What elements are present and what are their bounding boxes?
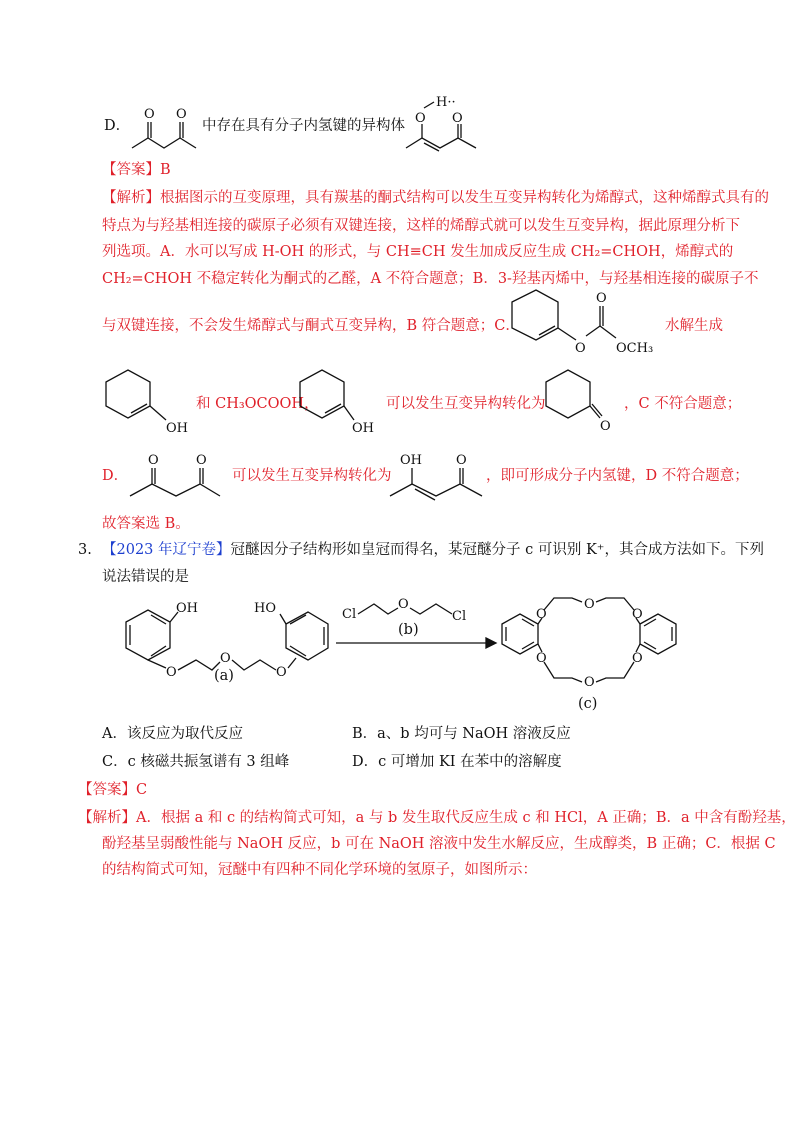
analysis-3-line-3: 的结构简式可知，冠醚中有四种不同化学环境的氢原子，如图所示：	[102, 862, 537, 878]
analysis-1-line-6a: 和 CH₃OCOOH，	[196, 396, 319, 412]
ether-oxygen-label: O	[166, 665, 177, 680]
hydroxyl-label: OH	[352, 421, 374, 436]
question-number: 3.	[78, 542, 92, 558]
analysis-3-line-2: 酚羟基呈弱酸性能与 NaOH 反应，b 可在 NaOH 溶液中发生水解反应，生成醇类，B 正确；C．根据 C	[102, 836, 776, 852]
answer-value: C	[136, 782, 148, 798]
question-source: 【2023 年辽宁卷】	[102, 542, 231, 558]
ether-oxygen-label: O	[584, 675, 595, 690]
hydroxyl-label: OH	[400, 453, 422, 468]
chlorine-label: Cl	[452, 609, 467, 624]
benzene-ring-left	[126, 610, 170, 660]
cyclohexene-ring	[300, 370, 344, 418]
oxygen-label: O	[596, 291, 607, 306]
pentanedione-structure	[126, 104, 206, 152]
analysis-1-line-4: CH₂=CHOH 不稳定转化为酮式的乙醛，A 不符合题意；B．3-羟基丙烯中，与羟基相连接的碳原子不	[102, 271, 759, 287]
label-c: (c)	[578, 696, 598, 712]
option-d-text: 中存在具有分子内氢键的异构体	[202, 118, 405, 134]
cyclohexane-ring	[546, 370, 590, 418]
ether-oxygen-label: O	[584, 597, 595, 612]
answer-tag: 【答案】	[78, 782, 136, 798]
ether-oxygen-label: O	[536, 651, 547, 666]
ether-oxygen-label: O	[398, 597, 409, 612]
analysis-1-line-5b: 水解生成	[665, 318, 723, 334]
oxygen-label: O	[176, 107, 187, 122]
cyclohexene-ring	[512, 290, 558, 340]
ether-oxygen-label: O	[632, 651, 643, 666]
methoxy-label: OCH₃	[616, 341, 654, 356]
reaction-arrow	[336, 636, 496, 650]
oxygen-label: O	[148, 453, 159, 468]
oxygen-label: O	[144, 107, 155, 122]
analysis-1-line-6c: ，C 不符合题意；	[624, 396, 742, 412]
cyclohexenol-structure	[294, 370, 394, 434]
benzene-ring-right	[286, 612, 328, 660]
analysis-1-line-5a: 与双键连接，不会发生烯醇式与酮式互变异构，B 符合题意；C．	[102, 318, 520, 334]
oxygen-label: O	[600, 419, 611, 434]
oxygen-label: O	[452, 111, 463, 126]
option-a: A．该反应为取代反应	[102, 726, 243, 742]
oxygen-label: O	[575, 341, 586, 356]
cyclohexenol-structure	[100, 370, 200, 434]
oxygen-label: O	[196, 453, 207, 468]
cyclohexanone-structure	[540, 370, 630, 434]
answer-value: B	[160, 162, 171, 178]
label-b: (b)	[398, 622, 419, 638]
compound-c-crown-ether-structure	[496, 590, 686, 702]
analysis-1-line-8: 故答案选 B。	[102, 516, 190, 532]
analysis-1-line-3: 列选项。A．水可以写成 H-OH 的形式，与 CH≡CH 发生加成反应生成 CH₂=CHOH，烯醇式的	[102, 244, 734, 260]
chlorine-label: Cl	[342, 607, 357, 622]
enol-hbond-structure	[402, 94, 492, 156]
cyclohexenyl-carbonate-structure	[500, 290, 670, 362]
ether-oxygen-label: O	[220, 651, 231, 666]
option-d-label: D．	[104, 118, 131, 134]
analysis-tag: 【解析】	[78, 810, 136, 826]
answer-tag: 【答案】	[102, 162, 160, 178]
ether-oxygen-label: O	[632, 607, 643, 622]
label-a: (a)	[214, 668, 234, 684]
analysis-1-line-2: 特点为与羟基相连接的碳原子必须有双键连接，这样的烯醇式就可以发生互变异构，据此原理分析下	[102, 218, 740, 234]
analysis-1-line-7c: ，即可形成分子内氢键，D 不符合题意；	[486, 468, 749, 484]
analysis-tag: 【解析】	[102, 190, 160, 206]
enol-pentanone-structure	[386, 452, 490, 502]
hydroxyl-label: OH	[166, 421, 188, 436]
analysis-1-line-1: 【解析】根据图示的互变原理，具有羰基的酮式结构可以发生互变异构转化为烯醇式，这种烯醇式具有的	[102, 190, 769, 206]
oxygen-label: O	[415, 111, 426, 126]
question-3-line-2: 说法错误的是	[102, 569, 189, 585]
pentanedione-structure	[126, 452, 222, 502]
ether-oxygen-label: O	[276, 665, 287, 680]
question-3-line-1: 3. 【2023 年辽宁卷】冠醚因分子结构形如皇冠而得名，某冠醚分子 c 可识别 K⁺，其合成方法如下。下列	[78, 542, 764, 558]
hydroxyl-label: OH	[176, 601, 198, 616]
hydroxyl-label: HO	[254, 601, 276, 616]
option-d: D．c 可增加 KI 在苯中的溶解度	[352, 754, 562, 770]
analysis-1-line-7b: 可以发生互变异构转化为	[232, 468, 392, 484]
answer-3	[78, 780, 147, 800]
oxygen-label: O	[456, 453, 467, 468]
answer-1	[102, 160, 171, 180]
analysis-1-line-6b: 可以发生互变异构转化为	[386, 396, 546, 412]
analysis-1-line-7a: D．	[102, 468, 129, 484]
hydrogen-label: H··	[436, 95, 456, 110]
ether-oxygen-label: O	[536, 607, 547, 622]
analysis-3-line-1: 【解析】A．根据 a 和 c 的结构简式可知，a 与 b 发生取代反应生成 c 和 HCl，A 正确；B．a 中含有酚羟基，	[78, 810, 796, 826]
option-b: B．a、b 均可与 NaOH 溶液反应	[352, 726, 571, 742]
benzene-ring-right	[640, 614, 676, 654]
cyclohexene-ring	[106, 370, 150, 418]
benzene-ring-left	[502, 614, 538, 654]
option-c: C．c 核磁共振氢谱有 3 组峰	[102, 754, 290, 770]
chain-bonds	[132, 138, 196, 148]
